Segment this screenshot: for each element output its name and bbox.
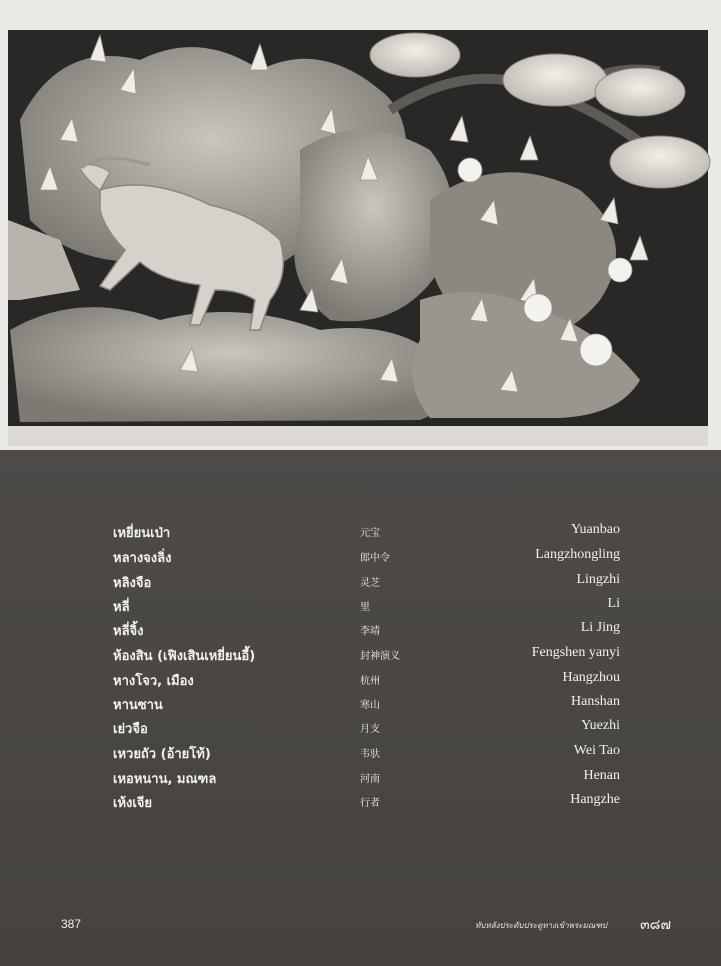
- thai-term: หลี่จิ้ง: [113, 624, 144, 639]
- romanized-term: Langzhongling: [535, 547, 620, 562]
- romanized-term: Lingzhi: [576, 572, 620, 587]
- chinese-term: 寒山: [360, 700, 380, 711]
- romanized-term: Yuezhi: [581, 718, 620, 733]
- thai-term: หลางจงลิ่ง: [113, 551, 172, 566]
- thai-term: เหอหนาน, มณฑล: [113, 772, 217, 787]
- thai-term: หลิงจือ: [113, 576, 152, 591]
- romanized-term: Li Jing: [580, 620, 620, 635]
- running-footer-title: ทับหลังประดับประตูทางเข้าพระมณฑป: [475, 921, 607, 930]
- romanized-term: Li: [607, 596, 620, 611]
- thai-term: เห้งเจีย: [113, 796, 153, 811]
- glossary-entry: [0, 596, 721, 620]
- relief-illustration: [0, 0, 721, 450]
- romanized-term: Yuanbao: [571, 522, 620, 537]
- glossary-entry: [0, 547, 721, 571]
- romanized-term: Henan: [583, 768, 620, 783]
- chinese-term: 李靖: [360, 626, 380, 637]
- chinese-term: 韦驮: [360, 749, 380, 760]
- page-number: 387: [61, 917, 82, 931]
- chinese-term: 行者: [360, 798, 380, 809]
- glossary-entry: [0, 792, 721, 816]
- glossary-entry: [0, 620, 721, 644]
- thai-term: หลี่: [113, 600, 130, 615]
- glossary-entry: [0, 522, 721, 546]
- glossary-entry: [0, 645, 721, 669]
- glossary-entry: [0, 670, 721, 694]
- thai-term: ห้องสิน (เฟิงเสินเหยี่ยนอี้): [113, 649, 256, 664]
- romanized-term: Hangzhou: [562, 670, 620, 685]
- thai-term: หานซาน: [113, 698, 163, 713]
- thai-page-number: ๓๘๗: [640, 917, 671, 933]
- glossary-entry: [0, 743, 721, 767]
- glossary-entry: [0, 768, 721, 792]
- glossary-entry: [0, 694, 721, 718]
- thai-term: เหวยถัว (อ้ายโท้): [113, 747, 211, 762]
- chinese-term: 元宝: [360, 528, 380, 539]
- relief-photo: [0, 0, 721, 450]
- romanized-term: Wei Tao: [573, 743, 620, 758]
- thai-term: หางโจว, เมือง: [113, 674, 194, 689]
- thai-term: เหยี่ยนเป่า: [113, 526, 171, 541]
- romanized-term: Fengshen yanyi: [531, 645, 620, 660]
- chinese-term: 河南: [360, 774, 380, 785]
- chinese-term: 封神演义: [360, 651, 400, 662]
- romanized-term: Hanshan: [571, 694, 620, 709]
- chinese-term: 灵芝: [360, 578, 380, 589]
- glossary-entry: [0, 572, 721, 596]
- chinese-term: 杭州: [360, 676, 380, 687]
- thai-term: เย่วจือ: [113, 722, 148, 737]
- glossary-entry: [0, 718, 721, 742]
- romanized-term: Hangzhe: [570, 792, 620, 807]
- chinese-term: 郎中令: [360, 553, 390, 564]
- chinese-term: 月支: [360, 724, 380, 735]
- chinese-term: 里: [360, 602, 370, 613]
